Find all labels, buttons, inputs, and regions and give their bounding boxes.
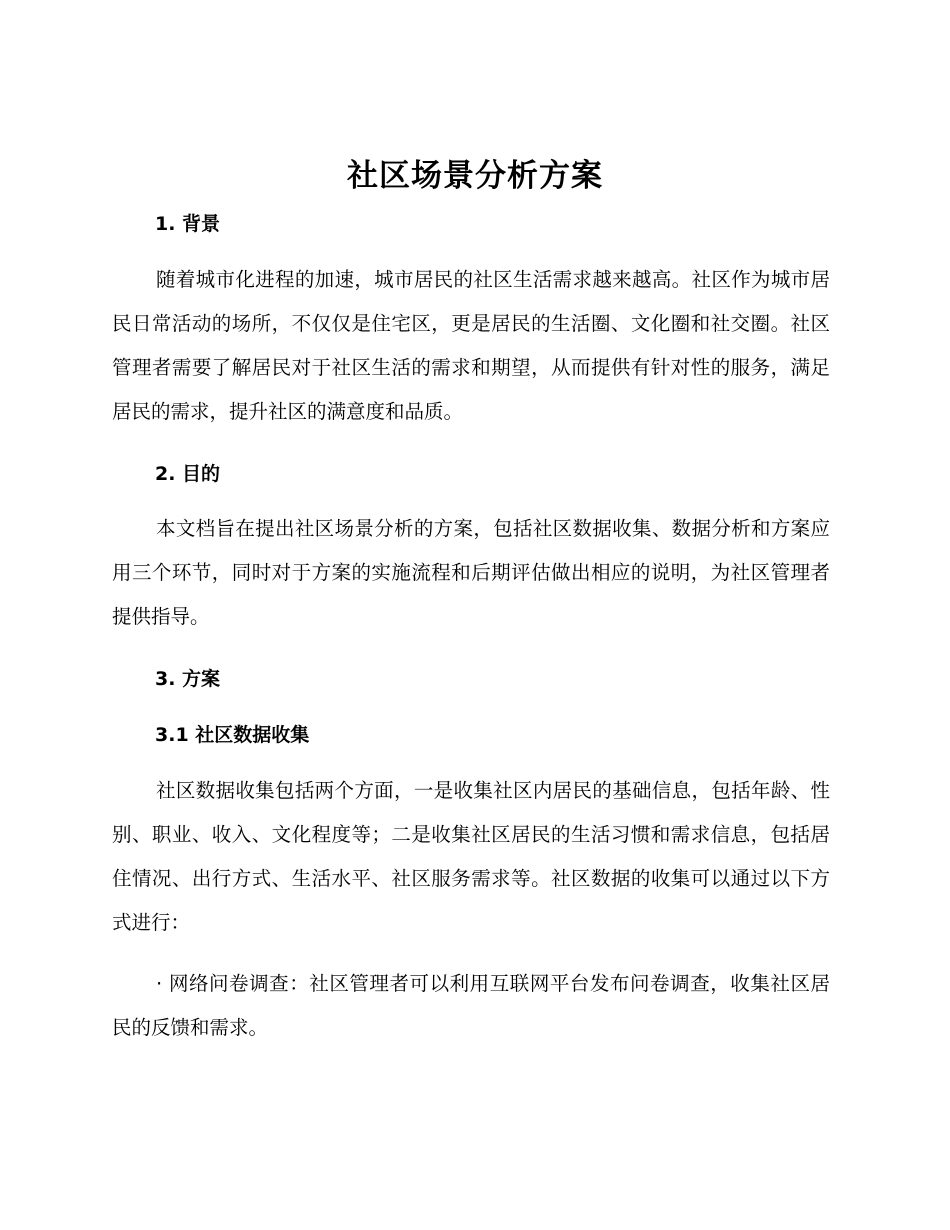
heading-background: 1. 背景 [155,213,221,235]
heading-data-collection: 3.1 社区数据收集 [155,724,310,746]
heading-plan: 3. 方案 [155,668,221,690]
paragraph-data-collection: 社区数据收集包括两个方面，一是收集社区内居民的基础信息，包括年龄、性别、职业、收入、文化程度等；二是收集社区居民的生活习惯和需求信息，包括居住情况、出行方式、生活水平、社区服务需求等。社区数据的收集可以通过以下方式进行： [112,779,830,934]
document-title: 社区场景分析方案 [347,158,603,194]
paragraph-background: 随着城市化进程的加速，城市居民的社区生活需求越来越高。社区作为城市居民日常活动的场所，不仅仅是住宅区，更是居民的生活圈、文化圈和社交圈。社区管理者需要了解居民对于社区生活的需求和期望，从而提供有针对性的服务，满足居民的需求，提升社区的满意度和品质。 [112,268,830,423]
bullet-online-survey: · 网络问卷调查：社区管理者可以利用互联网平台发布问卷调查，收集社区居民的反馈和需求。 [112,972,830,1039]
heading-purpose: 2. 目的 [155,463,221,485]
paragraph-purpose: 本文档旨在提出社区场景分析的方案，包括社区数据收集、数据分析和方案应用三个环节，同时对于方案的实施流程和后期评估做出相应的说明，为社区管理者提供指导。 [112,517,830,628]
